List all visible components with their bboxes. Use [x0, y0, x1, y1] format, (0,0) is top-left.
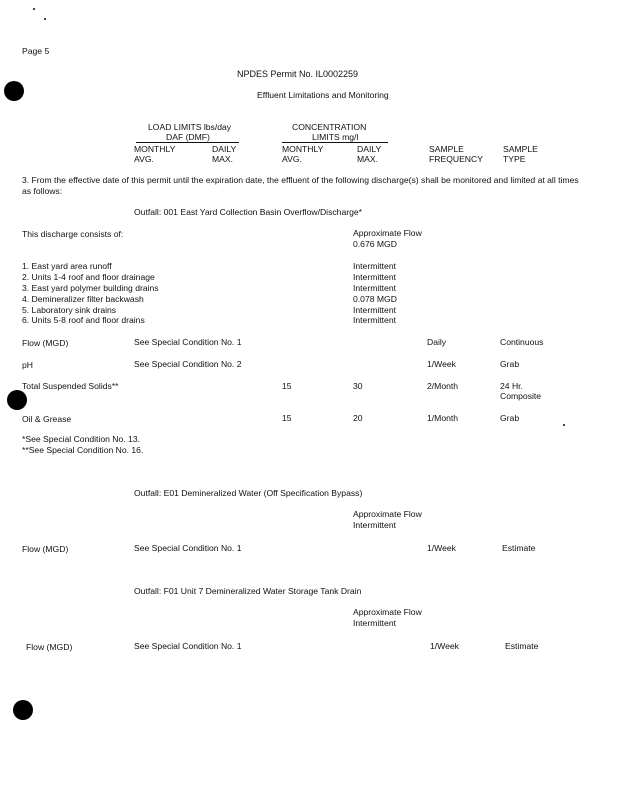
col-avg-conc: AVG. — [282, 154, 302, 164]
col-avg-load: AVG. — [134, 154, 154, 164]
component-flow: Intermittent — [353, 305, 396, 315]
param-frequency: Daily — [427, 337, 447, 347]
col-sample-type: SAMPLE — [503, 144, 538, 154]
param-type: 24 Hr. — [500, 381, 523, 391]
scan-speck — [33, 8, 35, 10]
approx-flow-value-f01: Intermittent — [353, 618, 396, 628]
approx-flow-value-001: 0.676 MGD — [353, 239, 397, 249]
component-label: 4. Demineralizer filter backwash — [22, 294, 144, 304]
approx-flow-value-e01: Intermittent — [353, 520, 396, 530]
param-condition: See Special Condition No. 1 — [134, 641, 242, 651]
param-condition: See Special Condition No. 1 — [134, 543, 242, 553]
param-conc-max: 20 — [353, 413, 363, 423]
intro-paragraph: 3. From the effective date of this permit until the expiration date, the effluent of the following discharge(s) shall be monitored and limited at all times as follows: — [22, 175, 579, 196]
param-name: Oil & Grease — [22, 414, 72, 424]
component-label: 1. East yard area runoff — [22, 261, 112, 271]
param-load-avg: 15 — [282, 413, 292, 423]
load-limits-underline — [136, 142, 239, 143]
header-concentration-sub: LIMITS mg/l — [312, 132, 359, 142]
param-name: Flow (MGD) — [22, 544, 69, 554]
component-label: 2. Units 1-4 roof and floor drainage — [22, 272, 155, 282]
component-label: 5. Laboratory sink drains — [22, 305, 117, 315]
component-flow: Intermittent — [353, 272, 396, 282]
header-load-limits-sub: DAF (DMF) — [166, 132, 210, 142]
col-type: TYPE — [503, 154, 526, 164]
param-conc-max: 30 — [353, 381, 363, 391]
component-flow: Intermittent — [353, 315, 396, 325]
component-flow: 0.078 MGD — [353, 294, 397, 304]
component-flow: Intermittent — [353, 261, 396, 271]
col-sample-freq: SAMPLE — [429, 144, 464, 154]
param-type: Grab — [500, 359, 520, 369]
approx-flow-label-e01: Approximate Flow — [353, 509, 422, 519]
outfall-e01-title: Outfall: E01 Demineralized Water (Off Specification Bypass) — [134, 488, 363, 498]
param-type: Estimate — [505, 641, 539, 651]
header-load-limits: LOAD LIMITS lbs/day — [148, 122, 232, 132]
component-label: 6. Units 5-8 roof and floor drains — [22, 315, 145, 325]
col-monthly-load: MONTHLY — [134, 144, 176, 154]
col-max-conc: MAX. — [357, 154, 379, 164]
param-name: Flow (MGD) — [22, 338, 69, 348]
param-condition: See Special Condition No. 1 — [134, 337, 242, 347]
param-type: Grab — [500, 413, 520, 423]
param-name: Flow (MGD) — [26, 642, 73, 652]
col-max-load: MAX. — [212, 154, 234, 164]
punch-hole-bottom — [13, 700, 33, 720]
section-title: Effluent Limitations and Monitoring — [257, 90, 389, 100]
col-frequency: FREQUENCY — [429, 154, 483, 164]
footnote: *See Special Condition No. 13. — [22, 434, 141, 444]
discharge-consists-label: This discharge consists of: — [22, 229, 124, 239]
scan-speck — [563, 424, 565, 426]
punch-hole-top — [4, 81, 24, 101]
col-monthly-conc: MONTHLY — [282, 144, 324, 154]
param-name: Total Suspended Solids** — [22, 381, 119, 391]
component-flow: Intermittent — [353, 283, 396, 293]
approx-flow-label-001: Approximate Flow — [353, 228, 422, 238]
page-number: Page 5 — [22, 46, 50, 56]
param-load-avg: 15 — [282, 381, 292, 391]
param-type-continued: Composite — [500, 391, 542, 401]
param-type: Estimate — [502, 543, 536, 553]
param-frequency: 1/Week — [427, 543, 456, 553]
outfall-f01-title: Outfall: F01 Unit 7 Demineralized Water Storage Tank Drain — [134, 586, 362, 596]
header-concentration: CONCENTRATION — [292, 122, 367, 132]
col-daily-load: DAILY — [212, 144, 237, 154]
footnote: **See Special Condition No. 16. — [22, 445, 144, 455]
approx-flow-label-f01: Approximate Flow — [353, 607, 422, 617]
param-frequency: 2/Month — [427, 381, 459, 391]
param-type: Continuous — [500, 337, 544, 347]
param-name: pH — [22, 360, 33, 370]
permit-number: NPDES Permit No. IL0002259 — [237, 69, 359, 79]
punch-hole-middle — [7, 390, 27, 410]
concentration-underline — [282, 142, 388, 143]
scan-speck — [44, 18, 46, 20]
param-condition: See Special Condition No. 2 — [134, 359, 242, 369]
component-label: 3. East yard polymer building drains — [22, 283, 159, 293]
param-frequency: 1/Week — [430, 641, 459, 651]
param-frequency: 1/Week — [427, 359, 456, 369]
param-frequency: 1/Month — [427, 413, 459, 423]
col-daily-conc: DAILY — [357, 144, 382, 154]
outfall-001-title: Outfall: 001 East Yard Collection Basin Overflow/Discharge* — [134, 207, 363, 217]
